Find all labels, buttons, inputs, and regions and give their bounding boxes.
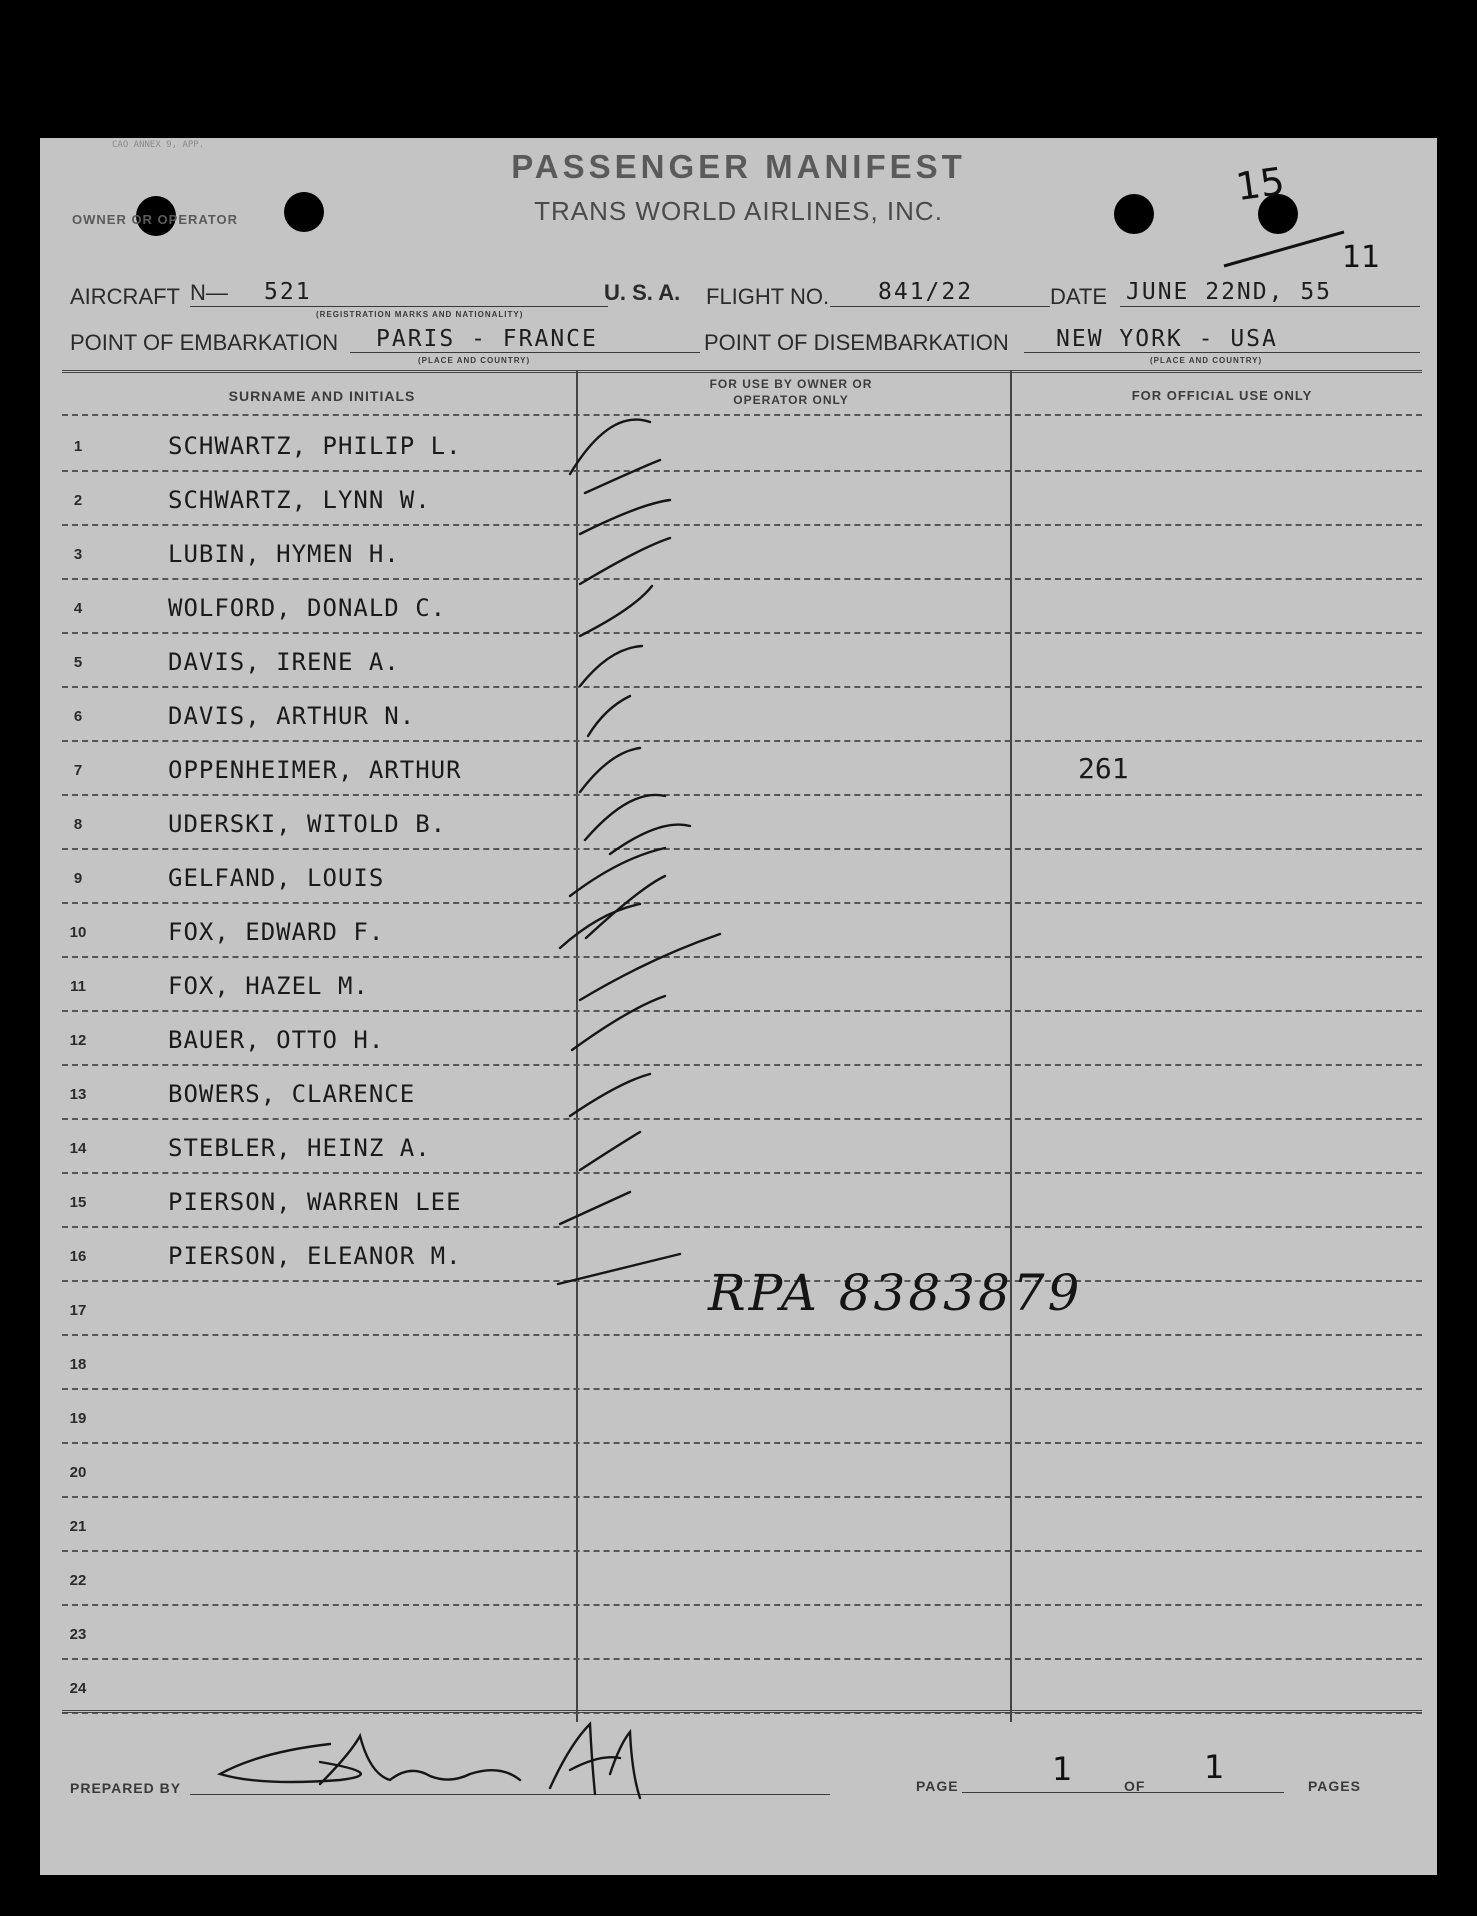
embarkation-caption: (PLACE AND COUNTRY) (418, 356, 531, 365)
passenger-name: LUBIN, HYMEN H. (168, 540, 400, 568)
row-number: 6 (73, 708, 83, 725)
of-label: OF (1124, 1778, 1146, 1794)
owner-use-column-header: FOR USE BY OWNER OR OPERATOR ONLY (709, 377, 873, 407)
page-value: 1 (1052, 1750, 1073, 1788)
row-number: 21 (69, 1518, 87, 1535)
page-label: PAGE (916, 1778, 959, 1794)
passenger-name: STEBLER, HEINZ A. (168, 1134, 431, 1162)
disembarkation-value: NEW YORK - USA (1056, 326, 1278, 352)
row-number: 1 (73, 438, 83, 455)
passenger-name: PIERSON, ELEANOR M. (168, 1242, 462, 1270)
row-number: 19 (69, 1410, 87, 1427)
of-line (1152, 1792, 1284, 1793)
manifest-sheet (40, 138, 1437, 1875)
row-number: 23 (69, 1626, 87, 1643)
passenger-name: FOX, EDWARD F. (168, 918, 385, 946)
row-number: 12 (69, 1032, 87, 1049)
aircraft-label: AIRCRAFT (70, 284, 180, 309)
embarkation-label: POINT OF EMBARKATION (70, 330, 339, 355)
page-mark: 15 (1233, 158, 1288, 210)
passenger-name: WOLFORD, DONALD C. (168, 594, 447, 622)
date-value: JUNE 22ND, 55 (1126, 279, 1333, 305)
aircraft-prefix: N— (190, 280, 228, 305)
flight-label: FLIGHT NO. (706, 284, 830, 309)
passenger-name: DAVIS, ARTHUR N. (168, 702, 416, 730)
official-use-column-header: FOR OFFICIAL USE ONLY (1131, 388, 1313, 403)
passenger-name: FOX, HAZEL M. (168, 972, 369, 1000)
passenger-name: SCHWARTZ, LYNN W. (168, 486, 431, 514)
passenger-name: PIERSON, WARREN LEE (168, 1188, 462, 1216)
row-number: 2 (73, 492, 83, 509)
aircraft-value: 521 (264, 279, 312, 305)
corner-note: CAO ANNEX 9, APP. (112, 140, 205, 150)
row-number: 16 (69, 1248, 87, 1265)
document-title: PASSENGER MANIFEST (511, 148, 966, 185)
page-mark-2: 11 (1342, 240, 1381, 275)
row-number: 17 (69, 1302, 87, 1319)
row-number: 24 (69, 1680, 87, 1697)
row-number: 7 (73, 762, 83, 779)
passenger-name: DAVIS, IRENE A. (168, 648, 400, 676)
row-number: 22 (69, 1572, 87, 1589)
passenger-name: SCHWARTZ, PHILIP L. (168, 432, 462, 460)
signature-icon (200, 1714, 720, 1814)
of-value: 1 (1204, 1748, 1225, 1786)
country-label: U. S. A. (604, 280, 681, 305)
row-number: 9 (73, 870, 83, 887)
row-number: 13 (69, 1086, 87, 1103)
embarkation-value: PARIS - FRANCE (376, 326, 598, 352)
disembarkation-caption: (PLACE AND COUNTRY) (1150, 356, 1263, 365)
aircraft-caption: (REGISTRATION MARKS AND NATIONALITY) (316, 310, 524, 319)
date-label: DATE (1050, 284, 1108, 309)
row-number: 4 (73, 600, 83, 617)
airline-name: TRANS WORLD AIRLINES, INC. (534, 196, 943, 226)
passenger-name: UDERSKI, WITOLD B. (168, 810, 447, 838)
check-marks-icon (40, 138, 1437, 1875)
row-number: 10 (69, 924, 87, 941)
handwritten-annotation: RPA 8383879 (708, 1264, 1083, 1322)
surname-column-header: SURNAME AND INITIALS (228, 388, 416, 404)
row-number: 18 (69, 1356, 87, 1373)
row-number: 20 (69, 1464, 87, 1481)
row-number: 14 (69, 1140, 87, 1157)
prepared-by-label: PREPARED BY (70, 1780, 182, 1796)
passenger-name: BOWERS, CLARENCE (168, 1080, 416, 1108)
row-number: 11 (70, 978, 86, 995)
passenger-name: BAUER, OTTO H. (168, 1026, 385, 1054)
row-number: 8 (73, 816, 83, 833)
passenger-name: OPPENHEIMER, ARTHUR (168, 756, 462, 784)
passenger-name: GELFAND, LOUIS (168, 864, 385, 892)
row-number: 3 (73, 546, 83, 563)
pages-label: PAGES (1308, 1778, 1361, 1794)
disembarkation-label: POINT OF DISEMBARKATION (704, 330, 1009, 355)
flight-value: 841/22 (878, 279, 974, 305)
official-use-value: 261 (1078, 752, 1129, 785)
row-number: 15 (69, 1194, 87, 1211)
row-number: 5 (73, 654, 83, 671)
owner-operator-label: OWNER OR OPERATOR (72, 212, 239, 227)
